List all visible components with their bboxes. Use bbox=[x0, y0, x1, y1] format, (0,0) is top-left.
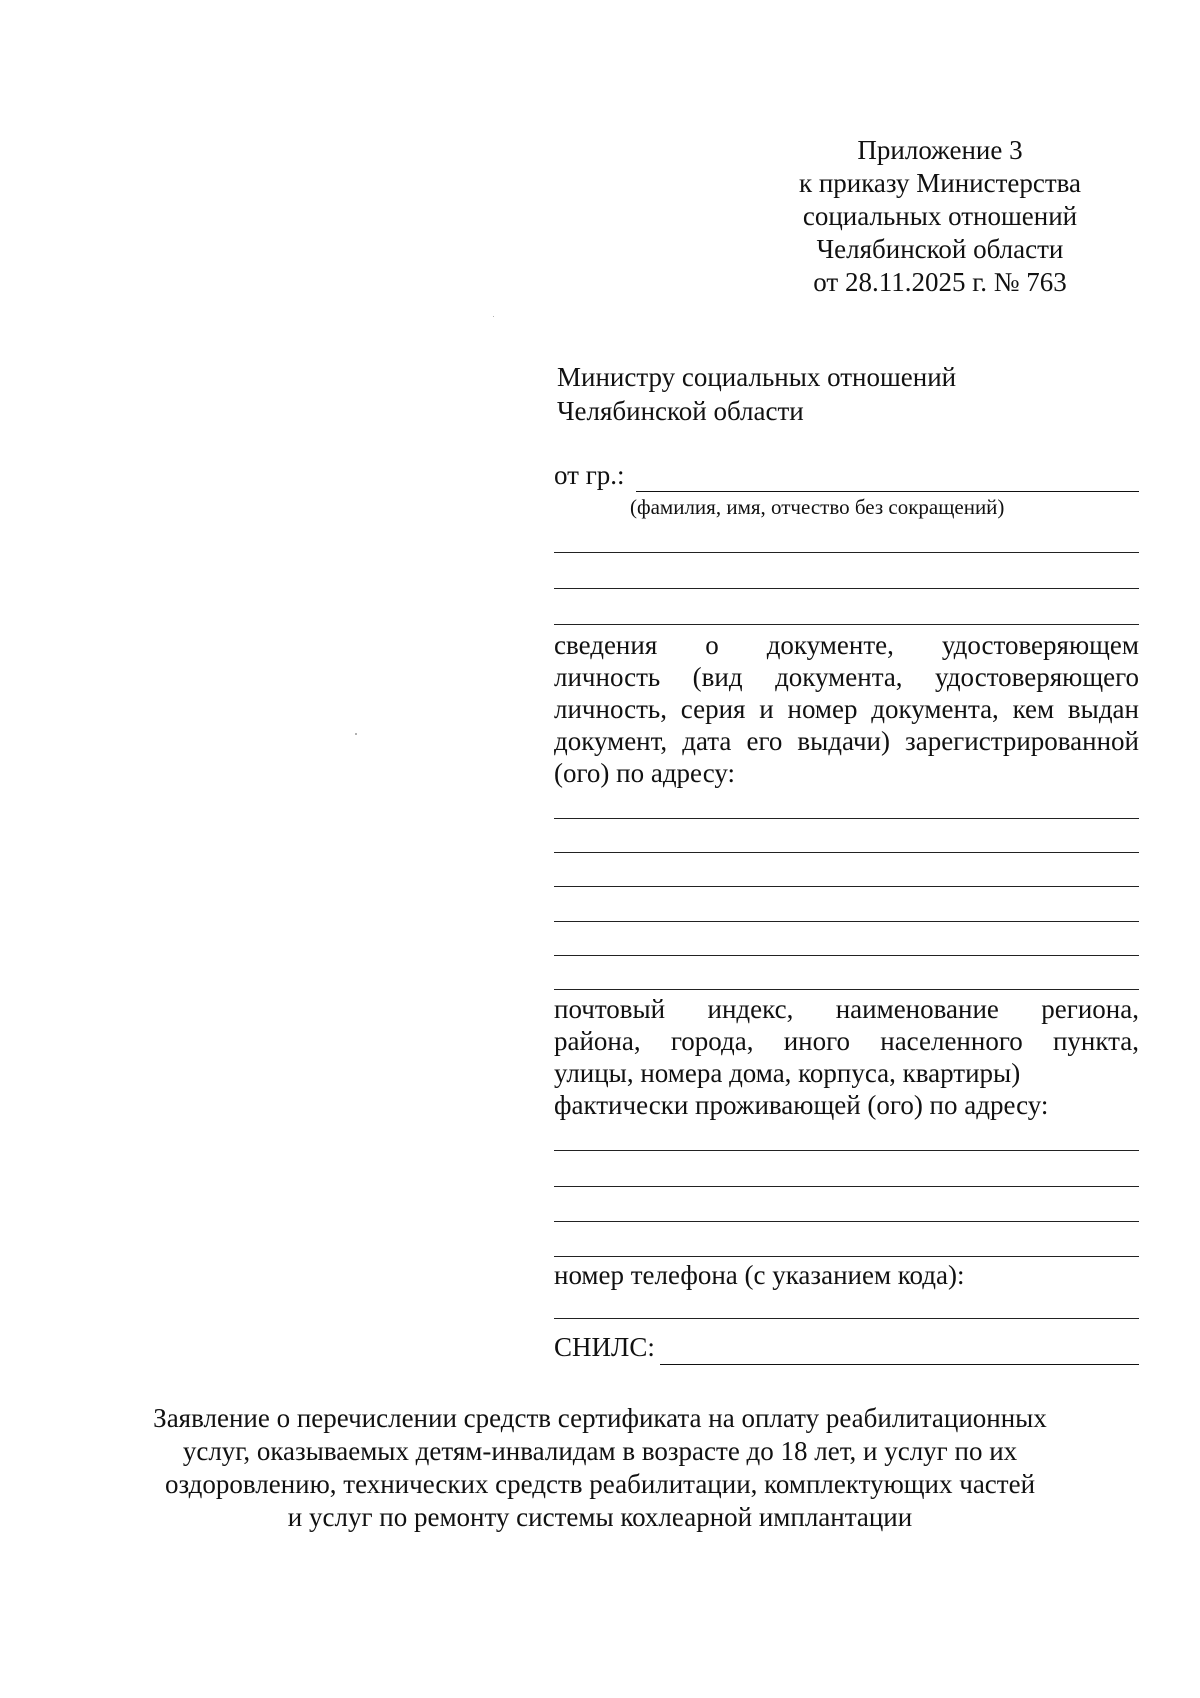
blank-line[interactable] bbox=[554, 989, 1139, 990]
scan-speck bbox=[493, 316, 494, 317]
blank-line[interactable] bbox=[554, 1150, 1139, 1151]
fio-hint: (фамилия, имя, отчество без сокращений) bbox=[630, 495, 1005, 519]
blank-line[interactable] bbox=[554, 552, 1139, 553]
document-info-line: сведения о документе, удостоверяющем bbox=[554, 630, 1139, 660]
appendix-line: к приказу Министерства bbox=[798, 168, 1082, 198]
title-line: услуг, оказываемых детям-инвалидам в возрасте до 18 лет, и услуг по их bbox=[182, 1436, 1018, 1466]
application-title bbox=[120, 1402, 1080, 1534]
blank-line[interactable] bbox=[554, 624, 1139, 625]
phone-label-block bbox=[554, 1259, 1139, 1291]
from-label: от гр.: bbox=[554, 460, 625, 490]
blank-line[interactable] bbox=[554, 955, 1139, 956]
document-info-text bbox=[554, 629, 1139, 789]
addressee-block bbox=[557, 360, 956, 428]
appendix-line: социальных отношений bbox=[802, 201, 1078, 231]
title-line: Заявление о перечислении средств сертификата на оплату реабилитационных bbox=[153, 1403, 1047, 1433]
blank-line[interactable] bbox=[554, 588, 1139, 589]
appendix-line: от 28.11.2025 г. № 763 bbox=[813, 267, 1067, 297]
title-line: и услуг по ремонту системы кохлеарной имплантации bbox=[287, 1502, 913, 1532]
appendix-header bbox=[790, 134, 1090, 299]
snils-input-line[interactable] bbox=[660, 1364, 1139, 1365]
postal-info-line: фактически проживающей (ого) по адресу: bbox=[554, 1090, 1049, 1120]
postal-info-line: улицы, номера дома, корпуса, квартиры) bbox=[554, 1058, 1021, 1088]
appendix-line: Челябинской области bbox=[816, 234, 1064, 264]
addressee-line: Челябинской области bbox=[557, 396, 804, 426]
document-info-line: личность, серия и номер документа, кем выдан bbox=[554, 694, 1139, 724]
scan-speck bbox=[355, 733, 357, 735]
blank-line[interactable] bbox=[554, 1256, 1139, 1257]
snils-label: СНИЛС: bbox=[554, 1332, 655, 1362]
blank-line[interactable] bbox=[554, 1186, 1139, 1187]
postal-info-line: района, города, иного населенного пункта, bbox=[554, 1026, 1139, 1056]
appendix-line: Приложение 3 bbox=[857, 135, 1023, 165]
phone-label: номер телефона (с указанием кода): bbox=[554, 1260, 965, 1290]
blank-line[interactable] bbox=[554, 852, 1139, 853]
document-info-line: (ого) по адресу: bbox=[554, 758, 735, 788]
document-info-line: документ, дата его выдачи) зарегистрированной bbox=[554, 726, 1139, 756]
snils-field[interactable] bbox=[554, 1332, 1139, 1366]
blank-line[interactable] bbox=[554, 886, 1139, 887]
fio-input-line[interactable] bbox=[636, 491, 1139, 492]
postal-info-text bbox=[554, 993, 1139, 1121]
addressee-line: Министру социальных отношений bbox=[557, 362, 957, 392]
postal-info-line: почтовый индекс, наименование региона, bbox=[554, 994, 1139, 1024]
applicant-name-field[interactable] bbox=[554, 460, 1139, 494]
phone-input-line[interactable] bbox=[554, 1318, 1139, 1319]
document-info-line: личность (вид документа, удостоверяющего bbox=[554, 662, 1139, 692]
blank-line[interactable] bbox=[554, 1221, 1139, 1222]
title-line: оздоровлению, технических средств реабилитации, комплектующих частей bbox=[164, 1469, 1036, 1499]
blank-line[interactable] bbox=[554, 921, 1139, 922]
blank-line[interactable] bbox=[554, 818, 1139, 819]
